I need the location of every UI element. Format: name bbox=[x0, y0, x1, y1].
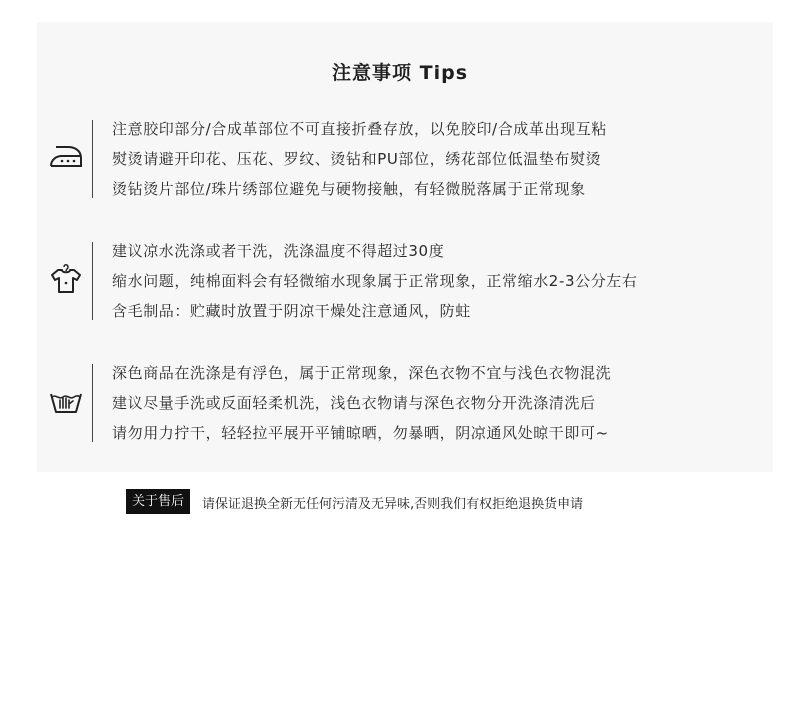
tip-line: 建议凉水洗涤或者干洗，洗涤温度不得超过30度 bbox=[112, 242, 445, 260]
after-sale-text: 请保证退换全新无任何污清及无异味,否则我们有权拒绝退换货申请 bbox=[202, 497, 584, 512]
hand-wash-icon bbox=[48, 382, 84, 418]
iron-icon bbox=[48, 138, 84, 174]
section-divider bbox=[92, 242, 93, 320]
tip-line: 深色商品在洗涤是有浮色，属于正常现象，深色衣物不宜与浅色衣物混洗 bbox=[112, 364, 612, 382]
tips-section-washing bbox=[40, 240, 780, 324]
tips-section-ironing bbox=[40, 118, 780, 202]
tip-line: 烫钻烫片部位/珠片绣部位避免与硬物接触，有轻微脱落属于正常现象 bbox=[112, 180, 586, 198]
section-divider bbox=[92, 120, 93, 198]
page-title: 注意事项 Tips bbox=[332, 62, 468, 84]
tip-line: 含毛制品：贮藏时放置于阴凉干燥处注意通风，防蛀 bbox=[112, 302, 471, 320]
tip-line: 请勿用力拧干，轻轻拉平展开平铺晾晒，勿暴晒，阴凉通风处晾干即可~ bbox=[112, 424, 609, 442]
tip-line: 缩水问题，纯棉面料会有轻微缩水现象属于正常现象，正常缩水2-3公分左右 bbox=[112, 272, 638, 290]
tips-section-handwash bbox=[40, 362, 780, 446]
section-divider bbox=[92, 364, 93, 442]
shirt-care-icon bbox=[48, 260, 84, 296]
after-sale-badge: 关于售后 bbox=[126, 489, 190, 514]
tip-line: 建议尽量手洗或反面轻柔机洗，浅色衣物请与深色衣物分开洗涤清洗后 bbox=[112, 394, 596, 412]
tip-line: 熨烫请避开印花、压花、罗纹、烫钻和PU部位，绣花部位低温垫布熨烫 bbox=[112, 150, 602, 168]
tip-line: 注意胶印部分/合成革部位不可直接折叠存放，以免胶印/合成革出现互粘 bbox=[112, 120, 607, 138]
